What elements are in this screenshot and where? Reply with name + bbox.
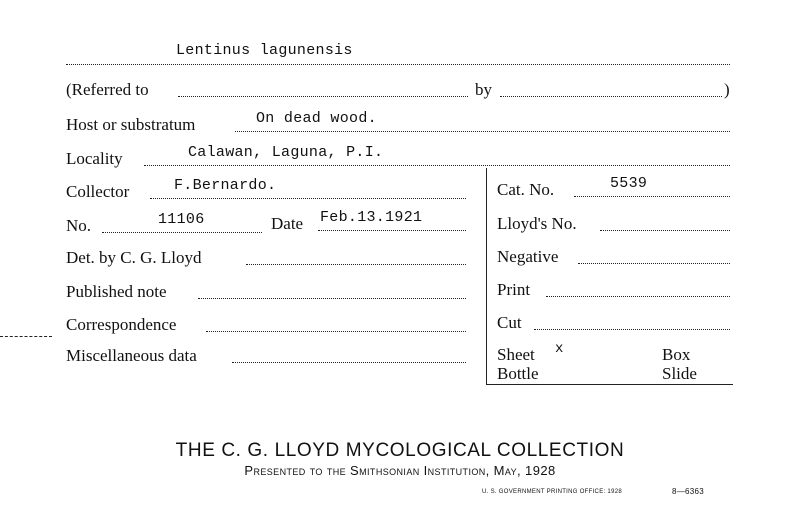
specimen-name-line xyxy=(66,64,730,65)
published-field[interactable] xyxy=(198,298,466,299)
referred-to-label: (Referred to xyxy=(66,80,149,99)
bottle-label: Bottle xyxy=(497,364,539,383)
margin-mark xyxy=(0,336,52,337)
number-label: No. xyxy=(66,216,92,235)
cat-no-field[interactable] xyxy=(574,196,730,197)
cut-label: Cut xyxy=(497,313,522,332)
misc-label: Miscellaneous data xyxy=(66,346,197,365)
date-field[interactable] xyxy=(318,230,466,231)
lloyds-no-field[interactable] xyxy=(600,230,730,231)
correspondence-field[interactable] xyxy=(206,331,466,332)
collection-title: THE C. G. LLOYD MYCOLOGICAL COLLECTION xyxy=(175,440,625,461)
locality-value: Calawan, Laguna, P.I. xyxy=(188,144,384,161)
sheet-label: Sheet xyxy=(497,345,535,364)
negative-label: Negative xyxy=(497,247,559,266)
collector-label: Collector xyxy=(66,182,130,201)
published-label: Published note xyxy=(66,282,167,301)
host-label: Host or substratum xyxy=(66,115,196,134)
cut-field[interactable] xyxy=(534,329,730,330)
det-field[interactable] xyxy=(246,264,466,265)
host-field[interactable] xyxy=(235,131,730,132)
specimen-name: Lentinus lagunensis xyxy=(176,42,353,59)
number-value: 11106 xyxy=(158,211,205,228)
host-value: On dead wood. xyxy=(256,110,377,127)
locality-field[interactable] xyxy=(144,165,730,166)
cat-no-value: 5539 xyxy=(610,175,648,192)
print-field[interactable] xyxy=(546,296,730,297)
sheet-mark: x xyxy=(555,341,564,357)
det-label: Det. by C. G. Lloyd xyxy=(66,248,202,267)
collection-subtitle: Presented to the Smithsonian Institution, May, 1928 xyxy=(244,463,556,478)
referred-to-field[interactable] xyxy=(178,96,468,97)
lloyds-no-label: Lloyd's No. xyxy=(497,214,577,233)
form-number: 8—6363 xyxy=(672,487,705,496)
misc-field[interactable] xyxy=(232,362,466,363)
date-value: Feb.13.1921 xyxy=(320,209,423,226)
collector-field[interactable] xyxy=(150,198,466,199)
cat-no-label: Cat. No. xyxy=(497,180,555,199)
date-label: Date xyxy=(271,214,304,233)
collector-value: F.Bernardo. xyxy=(174,177,277,194)
locality-label: Locality xyxy=(66,149,123,168)
printing-office-note: U. S. GOVERNMENT PRINTING OFFICE: 1928 xyxy=(482,489,622,495)
referred-by-label: by xyxy=(475,80,492,99)
slide-label: Slide xyxy=(662,364,697,383)
number-field[interactable] xyxy=(102,232,262,233)
negative-field[interactable] xyxy=(578,263,730,264)
correspondence-label: Correspondence xyxy=(66,315,177,334)
referred-by-field[interactable] xyxy=(500,96,722,97)
print-label: Print xyxy=(497,280,531,299)
box-label: Box xyxy=(662,345,691,364)
referred-close-paren: ) xyxy=(724,80,730,99)
